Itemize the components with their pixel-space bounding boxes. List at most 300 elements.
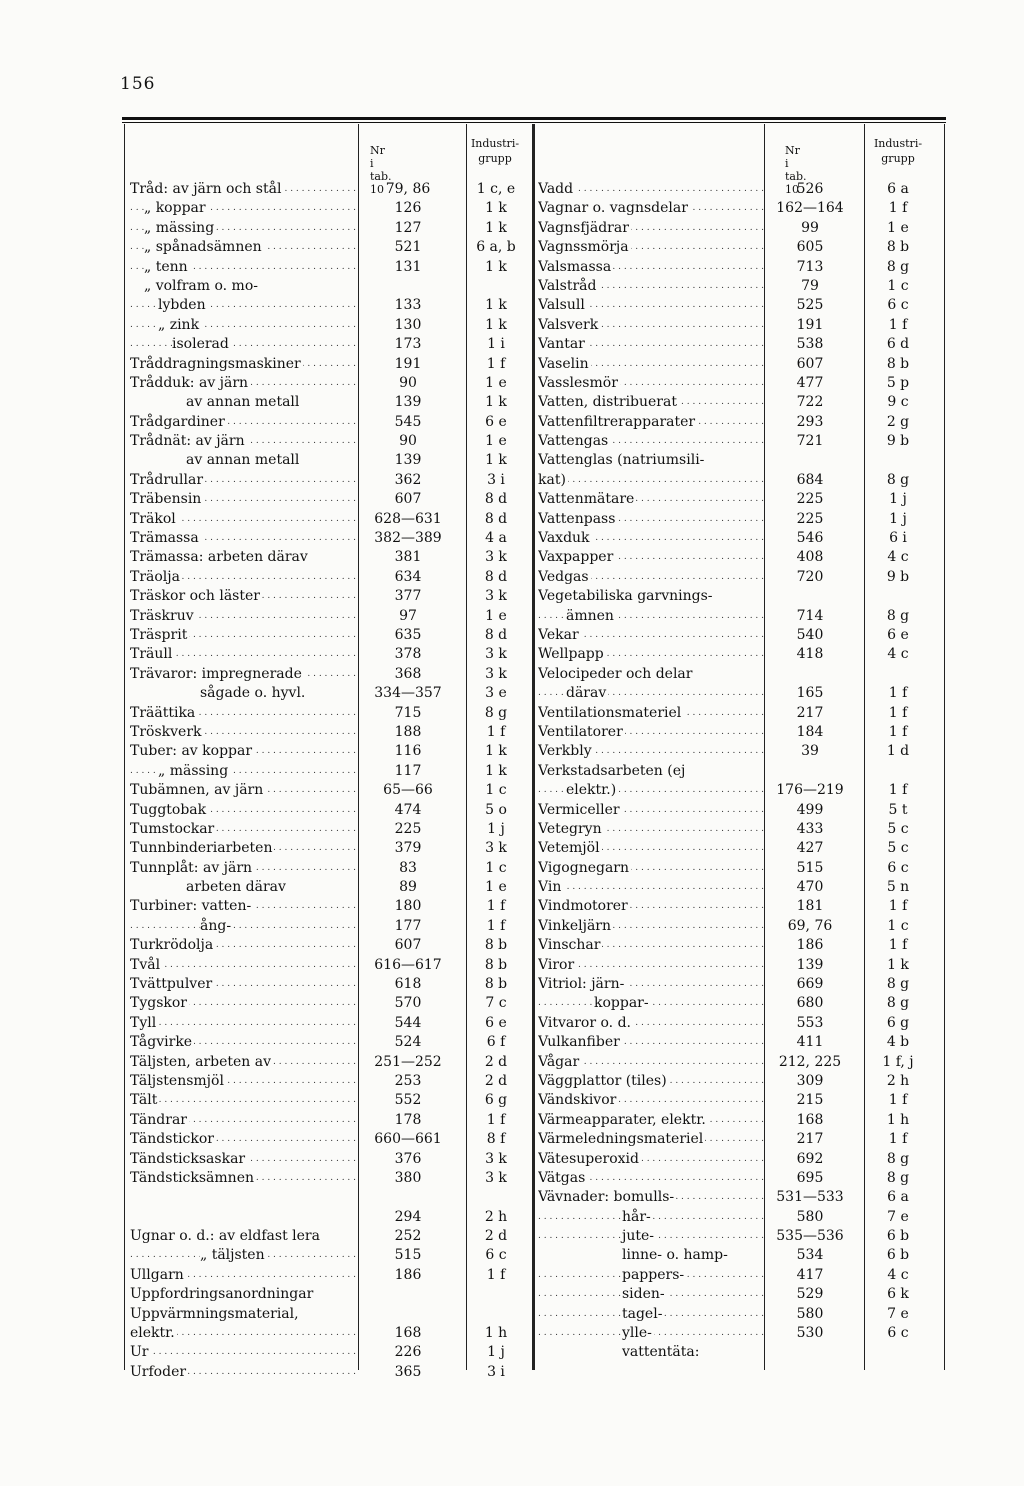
entry-table-number: 225 [796,510,824,527]
entry-label: Tråddragningsmaskiner [130,355,301,372]
entry-label: Vattenfiltrerapparater [538,413,696,430]
entry-name [538,1111,764,1130]
entry-label: lybden [158,297,206,314]
entry-industry-group: 8 b [484,976,508,993]
entry-label: Tågvirke [130,1034,193,1051]
entry-table-number: 177 [394,917,422,934]
entry-label: Tubämnen, av järn [130,782,264,799]
entry-name [130,1130,356,1149]
entry-name [130,1363,356,1382]
entry-table-number: 69, 76 [787,917,833,934]
entry-label: Träskor och läster [130,588,260,605]
entry-label: pappers- [622,1266,685,1283]
entry-table-number: 553 [796,1014,824,1031]
entry-label: Tändsticksämnen [130,1169,254,1186]
entry-industry-group: 6 a [887,181,909,197]
entry-name [538,897,764,916]
page-number: 156 [120,74,156,94]
entry-industry-group: 1 e [485,879,507,896]
entry-name [538,1246,764,1265]
entry-name [538,936,764,955]
entry-label: ång- [200,917,232,934]
right-border [944,124,945,1370]
entry-industry-group: 5 n [886,879,910,896]
entry-industry-group: 8 g [886,976,910,993]
entry-industry-group: 3 e [485,685,507,702]
entry-name [538,1091,764,1110]
entry-industry-group: 5 t [888,801,908,818]
entry-name [130,859,356,878]
entry-industry-group: 6 c [887,859,909,876]
entry-name [130,607,356,626]
entry-industry-group: 1 k [485,762,507,779]
entry-name [130,413,356,432]
entry-table-number: 684 [796,471,824,488]
entry-table-number: 552 [394,1092,422,1109]
entry-industry-group: 3 k [485,1150,507,1167]
entry-industry-group: 6 i [889,530,907,547]
entry-table-number: 191 [394,355,422,372]
entry-label: Träolja [130,568,180,585]
entry-industry-group: 3 i [487,1363,505,1380]
entry-industry-group: 5 c [887,840,909,857]
entry-table-number: 521 [394,239,422,256]
entry-name [130,1246,356,1265]
entry-label: Trådnät: av järn [130,433,245,450]
entry-table-number: 628—631 [374,510,442,527]
entry-name [538,917,764,936]
entry-name [130,1072,356,1091]
entry-name [130,219,356,238]
entry-name [538,1072,764,1091]
entry-table-number: 526 [796,181,824,197]
entry-table-number: 181 [796,898,824,915]
entry-table-number: 714 [796,607,824,624]
entry-name [538,723,764,742]
entry-industry-group: 8 g [886,1150,910,1167]
entry-name [538,451,764,470]
entry-industry-group: 4 b [886,1034,910,1051]
entry-table-number: 570 [394,995,422,1012]
entry-label: Vattengas [538,433,609,450]
entry-industry-group: 1 c [887,917,909,934]
entry-name [538,975,764,994]
entry-industry-group: 8 g [886,471,910,488]
entry-table-number: 605 [796,239,824,256]
entry-label: „ zink [158,316,200,333]
entry-name [130,374,356,393]
entry-label: Tråd: av järn och stål [130,181,282,197]
entry-table-number: 126 [394,200,422,217]
entry-industry-group: 1 f [888,316,908,333]
entry-name [130,355,356,374]
entry-name [130,801,356,820]
entry-label: Vigognegarn [538,859,630,876]
entry-label: linne- o. hamp- [622,1247,728,1264]
entry-industry-group: 1 j [487,820,505,837]
entry-table-number: 116 [394,743,422,760]
entry-name [130,781,356,800]
entry-table-number: 695 [796,1169,824,1186]
entry-name [130,1053,356,1072]
entry-table-number: 634 [394,568,422,585]
entry-industry-group: 1 f [888,200,908,217]
entry-industry-group: 1 f [486,355,506,372]
entry-table-number: 90 [399,433,417,450]
entry-name [130,568,356,587]
entry-industry-group: 6 e [485,1014,507,1031]
entry-name [538,1285,764,1304]
entry-label: Vågar [538,1053,580,1070]
entry-name [130,1227,356,1246]
entry-label: Tuber: av koppar [130,743,253,760]
entry-industry-group: 6 f [486,1034,506,1051]
entry-label: Trämassa [130,530,199,547]
entry-label: Tvål [130,956,161,973]
entry-label: Vaxpapper [538,549,614,566]
entry-label: ämnen [566,607,614,624]
entry-table-number: 713 [796,258,824,275]
entry-label: kat) [538,471,566,488]
entry-industry-group: 1 j [487,1344,505,1361]
entry-label: Vekar [538,626,579,643]
entry-industry-group: 1 k [887,956,909,973]
entry-table-number: 580 [796,1305,824,1322]
entry-industry-group: 8 d [484,626,508,643]
entry-industry-group: 1 k [485,394,507,411]
entry-label: Ur [130,1344,149,1361]
entry-table-number: 184 [796,723,824,740]
entry-label: „ volfram o. mo- [144,277,258,294]
entry-label: Tält [130,1092,158,1109]
entry-name [538,762,764,781]
entry-industry-group: 4 a [485,530,507,547]
entry-label: vattentäta: [622,1344,700,1361]
entry-table-number: 417 [796,1266,824,1283]
entry-name [538,1130,764,1149]
entry-label: Trådgardiner [130,413,225,430]
entry-label: arbeten därav [186,879,286,896]
entry-name [130,742,356,761]
entry-name [538,1014,764,1033]
entry-name [130,451,356,470]
entry-name [130,393,356,412]
entry-industry-group: 1 c, e [476,181,516,197]
entry-table-number: 368 [394,665,422,682]
entry-table-number: 535—536 [776,1228,844,1245]
entry-industry-group: 1 f [888,704,908,721]
entry-table-number: 525 [796,297,824,314]
entry-label: Velocipeder och delar [538,665,693,682]
entry-name [538,1324,764,1343]
entry-name [130,839,356,858]
entry-table-number: 39 [801,743,819,760]
entry-table-number: 544 [394,1014,422,1031]
entry-label: Turbiner: vatten- [130,898,252,915]
entry-table-number: 127 [394,219,422,236]
entry-industry-group: 3 k [485,646,507,663]
entry-name [538,471,764,490]
entry-table-number: 669 [796,976,824,993]
entry-label: Valsmassa [538,258,612,275]
entry-label: Tröskverk [130,723,202,740]
entry-label: Vin [538,879,562,896]
entry-label: Vasslesmör [538,374,618,391]
entry-table-number: 89 [399,879,417,896]
entry-table-number: 477 [796,374,824,391]
entry-table-number: 715 [394,704,422,721]
entry-table-number: 546 [796,530,824,547]
entry-label: Trådduk: av järn [130,374,249,391]
entry-table-number: 722 [796,394,824,411]
entry-table-number: 217 [796,1131,824,1148]
entry-name [130,1091,356,1110]
entry-industry-group: 1 f [888,898,908,915]
entry-label: Turkrödolja [130,937,214,954]
entry-industry-group: 1 f [486,1111,506,1128]
entry-name [130,956,356,975]
entry-industry-group: 1 c [485,782,507,799]
entry-label: Värmeapparater, elektr. [538,1111,706,1128]
entry-industry-group: 3 i [487,471,505,488]
entry-industry-group: 9 c [887,394,909,411]
entry-label: Vätgas [538,1169,586,1186]
entry-table-number: 680 [796,995,824,1012]
header-industry-group: Industri- grupp [470,137,520,165]
top-rule [122,117,946,120]
entry-name [130,878,356,897]
entry-industry-group: 4 c [887,1266,909,1283]
entry-industry-group: 1 f [486,1266,506,1283]
entry-label: Tunnplåt: av järn [130,859,253,876]
entry-name [130,587,356,606]
entry-name [538,510,764,529]
entry-label: Vaxduk [538,530,590,547]
entry-industry-group: 1 f, j [882,1053,914,1070]
entry-name [538,219,764,238]
entry-table-number: 79 [801,277,819,294]
entry-industry-group: 8 b [484,937,508,954]
entry-name [538,878,764,897]
entry-industry-group: 3 k [485,840,507,857]
entry-label: Tunnbinderiarbeten [130,840,273,857]
entry-industry-group: 1 f [888,723,908,740]
entry-table-number: 178 [394,1111,422,1128]
entry-label: Verkstadsarbeten (ej [538,762,686,779]
entry-industry-group: 8 g [886,995,910,1012]
entry-label: Vitriol: järn- [538,976,625,993]
entry-label: Vetemjöl [538,840,600,857]
entry-industry-group: 6 a [887,1189,909,1206]
entry-name [130,510,356,529]
entry-table-number: 418 [796,646,824,663]
entry-industry-group: 4 c [887,549,909,566]
entry-label: Vulkanfiber [538,1034,620,1051]
entry-name [130,897,356,916]
entry-label: isolerad [172,336,229,353]
entry-table-number: 130 [394,316,422,333]
entry-table-number: 408 [796,549,824,566]
entry-name [130,936,356,955]
entry-label: „ täljsten [200,1247,265,1264]
entry-table-number: 660—661 [374,1131,442,1148]
entry-name [538,1208,764,1227]
entry-name [538,180,764,199]
entry-label: Vaselin [538,355,589,372]
entry-table-number: 215 [796,1092,824,1109]
entry-name [130,529,356,548]
entry-table-number: 168 [796,1111,824,1128]
entry-industry-group: 4 c [887,646,909,663]
entry-industry-group: 1 j [889,510,907,527]
entry-industry-group: 3 k [485,588,507,605]
entry-name [130,1343,356,1362]
entry-table-number: 529 [796,1286,824,1303]
entry-label: „ tenn [144,258,188,275]
entry-label: ylle- [622,1325,652,1342]
entry-table-number: 433 [796,820,824,837]
entry-industry-group: 1 f [888,1092,908,1109]
entry-label: Vermiceller [538,801,620,818]
entry-label: Ventilationsmateriel [538,704,682,721]
entry-label: hår- [622,1208,651,1225]
entry-name [538,645,764,664]
entry-name [130,1150,356,1169]
entry-table-number: 530 [796,1325,824,1342]
entry-label: siden- [622,1286,665,1303]
entry-label: Vagnsfjädrar [538,219,629,236]
entry-table-number: 382—389 [374,530,442,547]
entry-label: Trådrullar [130,471,204,488]
entry-table-number: 616—617 [374,956,442,973]
entry-table-number: 515 [394,1247,422,1264]
entry-industry-group: 7 e [887,1208,909,1225]
entry-name [538,1305,764,1324]
entry-table-number: 180 [394,898,422,915]
entry-label: Verkbly [538,743,592,760]
entry-table-number: 83 [399,859,417,876]
entry-name [538,684,764,703]
entry-table-number: 580 [796,1208,824,1225]
entry-industry-group: 1 k [485,219,507,236]
entry-name [130,626,356,645]
entry-table-number: 545 [394,413,422,430]
entry-label: Värmeledningsmateriel [538,1131,704,1148]
entry-name [130,316,356,335]
entry-label: Uppvärmningsmaterial, [130,1305,299,1322]
entry-name [538,859,764,878]
entry-industry-group: 1 h [886,1111,910,1128]
entry-table-number: 474 [394,801,422,818]
entry-name [538,1053,764,1072]
entry-table-number: 607 [394,491,422,508]
entry-table-number: 131 [394,258,422,275]
entry-industry-group: 1 h [484,1325,508,1342]
entry-table-number: 531—533 [776,1189,844,1206]
entry-label: Vitvaror o. d. [538,1014,631,1031]
entry-label: Tändrar [130,1111,187,1128]
entry-industry-group: 6 e [485,413,507,430]
entry-label: elektr. [130,1325,175,1342]
entry-table-number: 470 [796,879,824,896]
entry-industry-group: 2 d [484,1072,508,1089]
entry-table-number: 225 [394,820,422,837]
entry-industry-group: 5 c [887,820,909,837]
entry-name [538,1266,764,1285]
entry-name [538,994,764,1013]
entry-industry-group: 8 b [886,355,910,372]
entry-table-number: 139 [796,956,824,973]
entry-name [538,1033,764,1052]
entry-industry-group: 6 b [886,1247,910,1264]
entry-label: Valsverk [538,316,599,333]
entry-name [130,762,356,781]
entry-name [538,355,764,374]
entry-label: Viror [538,956,575,973]
entry-industry-group: 8 g [886,607,910,624]
entry-label: Väggplattor (tiles) [538,1072,667,1089]
entry-label: Ullgarn [130,1266,184,1283]
entry-table-number: 427 [796,840,824,857]
entry-name [538,374,764,393]
entry-table-number: 65—66 [383,782,433,799]
entry-industry-group: 1 c [887,277,909,294]
entry-table-number: 334—357 [374,685,442,702]
entry-label: Tuggtobak [130,801,207,818]
entry-industry-group: 6 b [886,1228,910,1245]
entry-table-number: 499 [796,801,824,818]
entry-industry-group: 3 k [485,549,507,566]
entry-label: Vinkeljärn [538,917,612,934]
entry-name [130,1014,356,1033]
entry-label: Träskruv [130,607,194,624]
entry-name [130,258,356,277]
entry-industry-group: 3 k [485,1169,507,1186]
entry-industry-group: 1 e [887,219,909,236]
entry-name [538,704,764,723]
entry-table-number: 635 [394,626,422,643]
entry-name [130,238,356,257]
entry-table-number: 212, 225 [778,1053,842,1070]
entry-industry-group: 1 f [486,917,506,934]
entry-name [538,199,764,218]
entry-name [130,180,356,199]
entry-table-number: 378 [394,646,422,663]
entry-label: Vävnader: bomulls- [538,1189,675,1206]
entry-label: Vattenmätare [538,491,635,508]
entry-name [130,335,356,354]
entry-name [538,820,764,839]
entry-label: Träull [130,646,173,663]
header-industry-group: Industri- grupp [873,137,923,165]
center-divider [532,124,535,1370]
entry-name [538,316,764,335]
entry-label: „ mässing [144,219,215,236]
header-table-number: Nr i tab. 10 [785,144,807,196]
entry-name [538,742,764,761]
entry-name [538,626,764,645]
entry-table-number: 168 [394,1325,422,1342]
entry-industry-group: 8 d [484,510,508,527]
entry-label: av annan metall [186,452,300,469]
entry-industry-group: 2 g [886,413,910,430]
entry-label: Trämassa: arbeten därav [130,549,308,566]
entry-label: Vagnar o. vagnsdelar [538,200,688,217]
entry-label: Urfoder [130,1363,187,1380]
entry-name [538,801,764,820]
entry-table-number: 411 [796,1034,824,1051]
entry-industry-group: 6 k [887,1286,909,1303]
